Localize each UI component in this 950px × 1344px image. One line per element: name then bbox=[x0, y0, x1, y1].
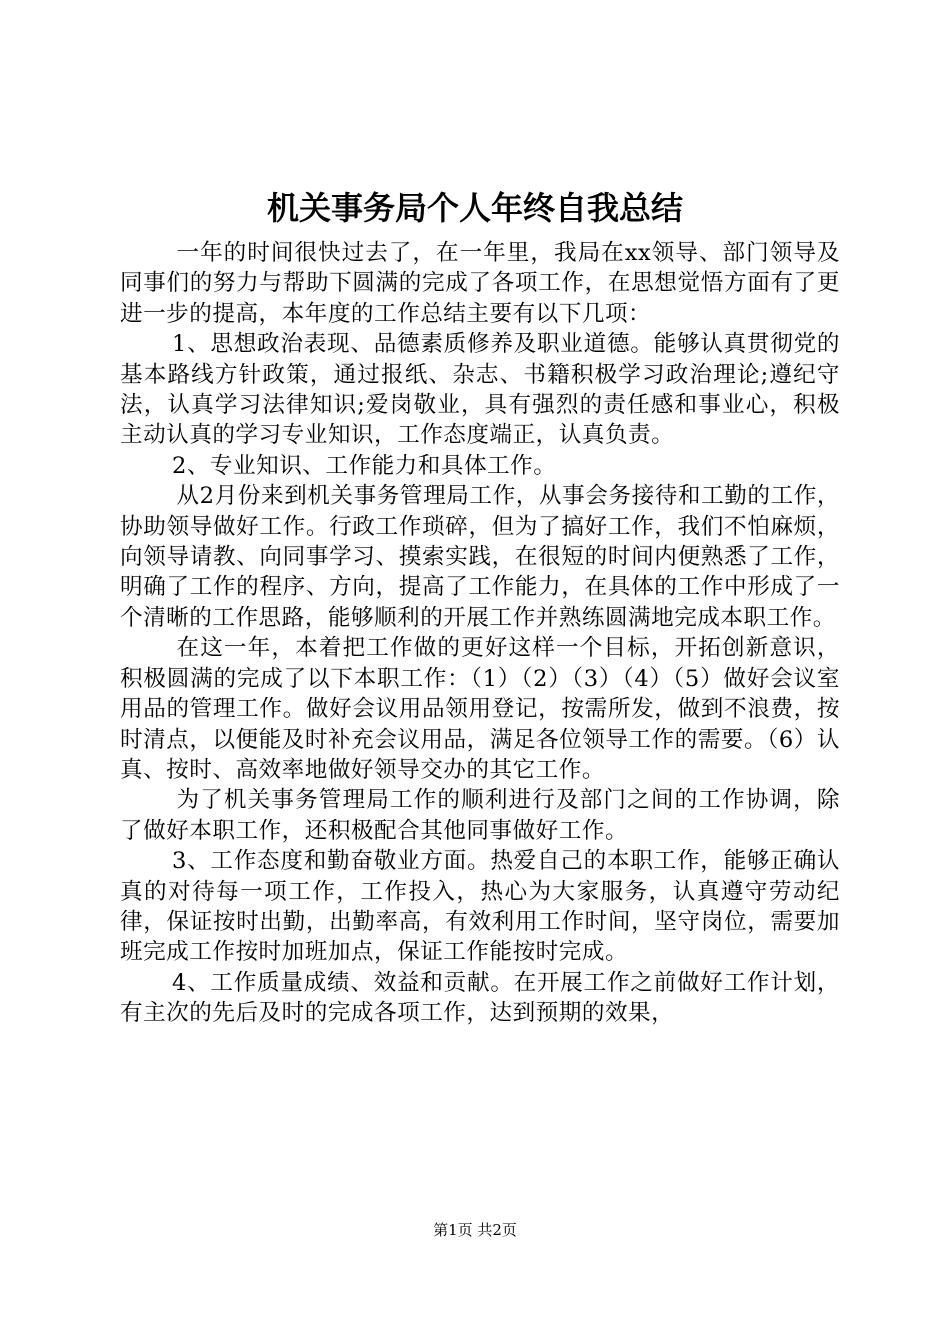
paragraph-item-4: 4、工作质量成绩、效益和贡献。在开展工作之前做好工作计划，有主次的先后及时的完成各项工作，达到预期的效果， bbox=[120, 969, 840, 1027]
paragraph-item-2: 2、专业知识、工作能力和具体工作。 bbox=[171, 452, 557, 479]
paragraph-cooperation: 为了机关事务管理局工作的顺利进行及部门之间的工作协调，除了做好本职工作，还积极配合其他同事做好工作。 bbox=[120, 787, 840, 844]
paragraph-item-3: 3、工作态度和勤奋敬业方面。热爱自己的本职工作，能够正确认真的对待每一项工作，工作投入，热心为大家服务，认真遵守劳动纪律，保证按时出勤，出勤率高，有效利用工作时间，坚守岗位，需要加班完成工作按时加班加点，保证工作能按时完成。 bbox=[120, 848, 840, 966]
paragraph-item-1: 1、思想政治表现、品德素质修养及职业道德。能够认真贯彻党的基本路线方针政策，通过报纸、杂志、书籍积极学习政治理论;遵纪守法，认真学习法律知识;爱岗敬业，具有强烈的责任感和事业心，积极主动认真的学习专业知识，工作态度端正，认真负责。 bbox=[120, 331, 840, 449]
paragraph-intro: 一年的时间很快过去了，在一年里，我局在xx领导、部门领导及同事们的努力与帮助下圆满的完成了各项工作，在思想觉悟方面有了更进一步的提高，本年度的工作总结主要有以下几项： bbox=[120, 240, 840, 327]
page-number-footer: 第1页 共2页 bbox=[433, 1221, 517, 1239]
page-title: 机关事务局个人年终自我总结 bbox=[266, 189, 683, 227]
paragraph-duties: 在这一年，本着把工作做的更好这样一个目标，开拓创新意识，积极圆满的完成了以下本职工作：（1）（2）（3）（4）（5）做好会议室用品的管理工作。做好会议用品领用登记，按需所发，做到不浪费，按时清点，以便能及时补充会议用品，满足各位领导工作的需要。（6）认真、按时、高效率地做好领导交办的其它工作。 bbox=[120, 635, 840, 783]
paragraph-work-details: 从2月份来到机关事务管理局工作，从事会务接待和工勤的工作，协助领导做好工作。行政工作琐碎，但为了搞好工作，我们不怕麻烦，向领导请教、向同事学习、摸索实践，在很短的时间内便熟悉了工作，明确了工作的程序、方向，提高了工作能力，在具体的工作中形成了一个清晰的工作思路，能够顺利的开展工作并熟练圆满地完成本职工作。 bbox=[120, 483, 840, 631]
document-body bbox=[120, 238, 840, 1029]
